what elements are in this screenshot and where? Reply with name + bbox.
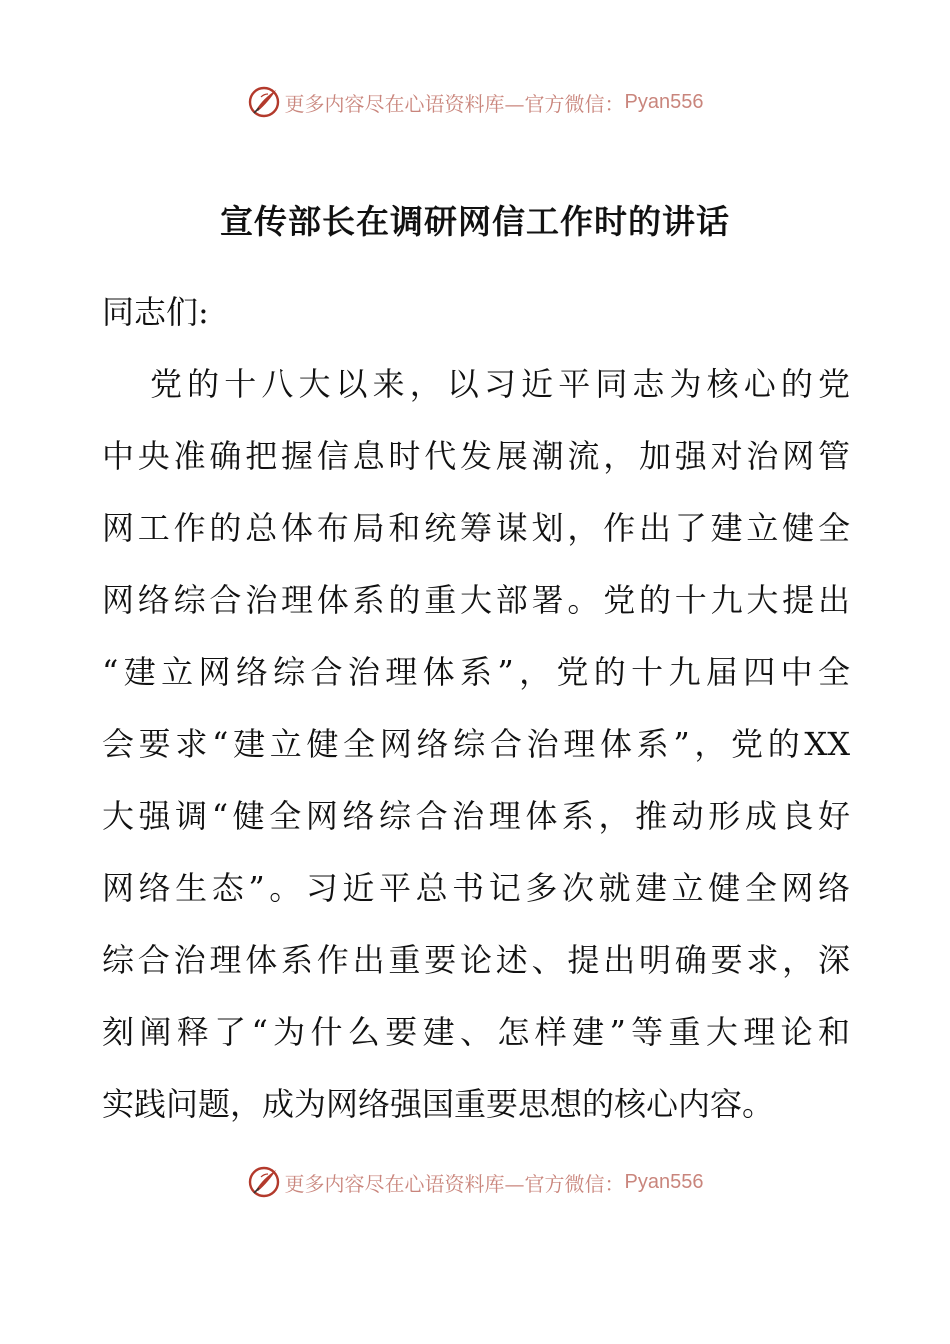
document-title: 宣传部长在调研网信工作时的讲话 — [220, 202, 730, 241]
paragraph-line: 实践问题，成为网络强国重要思想的核心内容。 — [102, 1085, 775, 1123]
paragraph-line: 综合治理体系作出重要论述、提出明确要求，深 — [102, 941, 850, 979]
paragraph-line: 会要求“建立健全网络综合治理体系”，党的XX — [102, 725, 850, 763]
footer-banner-text: 更多内容尽在心语资料库—官方微信： — [284, 1171, 625, 1196]
footer-banner-wechat-id: Pyan556 — [624, 1170, 704, 1193]
paragraph-line: 网络生态”。习近平总书记多次就建立健全网络 — [102, 869, 850, 907]
paragraph-line: 网工作的总体布局和统筹谋划，作出了建立健全 — [102, 509, 850, 547]
header-banner-wechat-id: Pyan556 — [624, 90, 704, 113]
paragraph-line: 中央准确把握信息时代发展潮流，加强对治网管 — [102, 437, 850, 475]
header-banner-text: 更多内容尽在心语资料库—官方微信： — [284, 91, 625, 116]
paragraph-line: 大强调“健全网络综合治理体系，推动形成良好 — [102, 797, 850, 835]
header-banner — [0, 80, 950, 124]
paragraph-line: 网络综合治理体系的重大部署。党的十九大提出 — [102, 581, 850, 619]
paragraph-line: 党的十八大以来，以习近平同志为核心的党 — [150, 365, 850, 403]
paragraph-line: “建立网络综合治理体系”，党的十九届四中全 — [102, 653, 850, 691]
paragraph-line: 刻阐释了“为什么要建、怎样建”等重大理论和 — [102, 1013, 850, 1051]
salutation: 同志们: — [102, 293, 209, 331]
quill-pen-logo-icon — [247, 85, 281, 119]
quill-pen-logo-icon — [247, 1165, 281, 1199]
footer-banner — [0, 1160, 950, 1204]
document-body — [102, 276, 850, 1140]
